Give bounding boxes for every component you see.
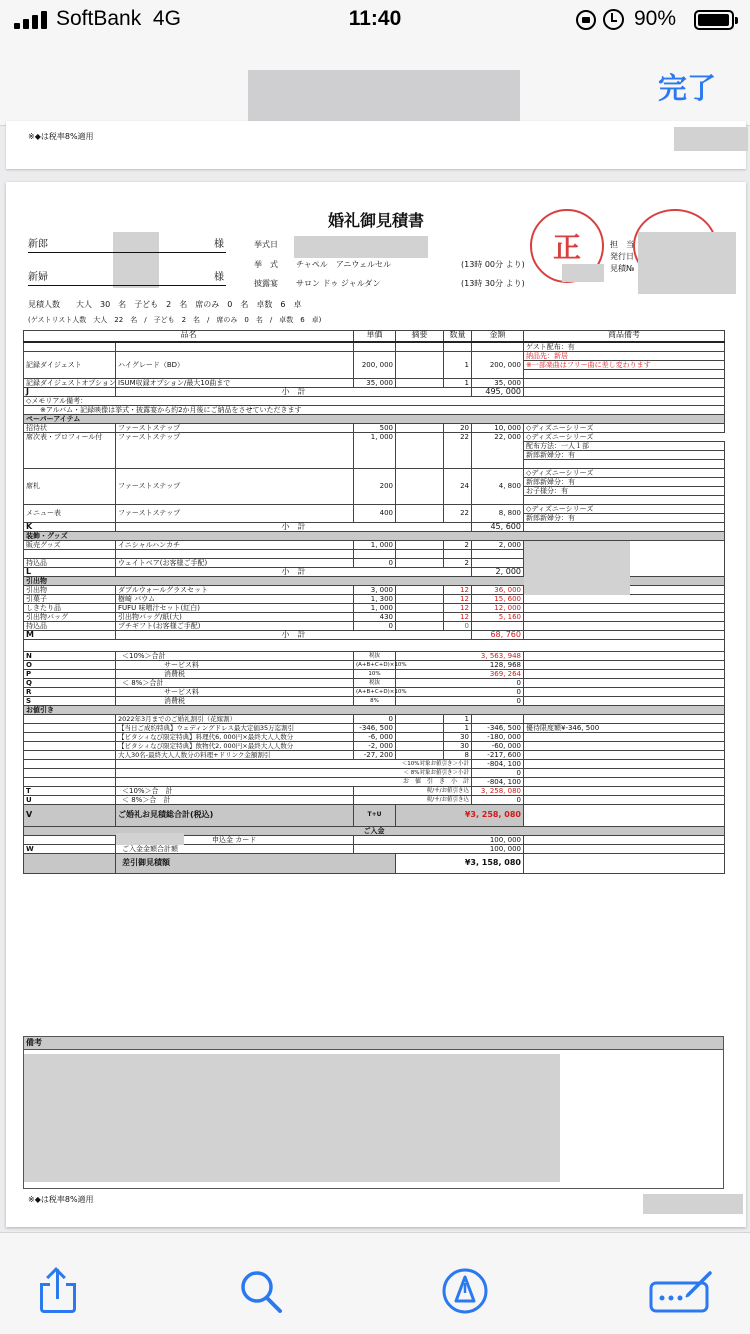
clock: 11:40 bbox=[348, 7, 402, 30]
table-row: 新郎新婦分：有 bbox=[24, 477, 725, 486]
redacted-notes bbox=[24, 1054, 560, 1182]
deposit-row: 申込金 カード 100, 000 bbox=[24, 835, 725, 844]
total-row: P 消費税 10% 369, 264 bbox=[24, 669, 725, 678]
redacted-date bbox=[294, 236, 428, 258]
groom-honorific: 様 bbox=[214, 239, 224, 250]
discount-row: ＜10%対象お値引き＞小計 -804, 100 bbox=[24, 759, 725, 768]
nav-bar bbox=[0, 40, 750, 126]
ceremony-label: 挙 式 bbox=[254, 260, 278, 269]
redacted-staff-info bbox=[638, 232, 736, 294]
battery-percent: 90% bbox=[634, 7, 677, 30]
redacted-document-title bbox=[248, 70, 520, 124]
subtotal-row: L 小 計 2, 000 bbox=[24, 567, 725, 576]
stamp-character: 正 bbox=[552, 231, 581, 264]
discount-row: ＜ 8%対象お値引き＞小計 0 bbox=[24, 768, 725, 777]
total-row: Q ＜ 8%＞合計 税抜 0 bbox=[24, 678, 725, 687]
section-header: 引出物 bbox=[24, 576, 725, 585]
table-row: ◇メモリアル備考： bbox=[24, 396, 725, 405]
previous-page-footnote: ※◆は税率8%適用 bbox=[28, 132, 94, 141]
table-row: 記録ダイジェスト ハイグレード（BD） 200, 000 1 200, 000 納品先：新居 bbox=[24, 351, 725, 360]
notes-box bbox=[23, 1049, 724, 1189]
share-icon[interactable] bbox=[30, 1267, 82, 1319]
table-header: 品名 単価 摘要 数量 金額 商品備考 bbox=[24, 331, 725, 342]
redacted-names bbox=[113, 232, 159, 288]
table-row: お子様分：有 bbox=[24, 486, 725, 495]
estimate-page bbox=[6, 182, 746, 1227]
previous-page bbox=[6, 121, 746, 169]
carrier-label: SoftBank 4G bbox=[56, 7, 181, 30]
table-row: 販売グッズ イニシャルハンカチ 1, 000 2 2, 000 bbox=[24, 540, 725, 549]
wedding-date-label: 挙式日 bbox=[254, 240, 278, 249]
table-row: 新郎新婦分：有 bbox=[24, 450, 725, 459]
subtotal-row: J 小 計 495, 000 bbox=[24, 387, 725, 396]
form-fill-icon[interactable] bbox=[648, 1267, 716, 1319]
table-row: 席札 ファーストステップ 200 24 4, 800 ◇ディズニーシリーズ bbox=[24, 468, 725, 477]
table-row: ゲスト配布：有 bbox=[24, 342, 725, 352]
redacted-stamp-name bbox=[562, 264, 604, 282]
total-row: S 消費税 8% 0 bbox=[24, 696, 725, 705]
guest-list-count: (ゲストリスト人数 大人 22 名 / 子ども 2 名 / 席のみ 0 名 / 卓数 6 卓) bbox=[28, 316, 322, 324]
total-row: U ＜ 8%＞合 計 税/サ/お値引き込 0 bbox=[24, 795, 725, 804]
headcount: 見積人数 大人 30 名 子ども 2 名 席のみ 0 名 卓数 6 卓 bbox=[28, 300, 302, 309]
section-header: 装飾・グッズ bbox=[24, 531, 725, 540]
final-amount-row: 差引御見積額 ¥3, 158, 080 bbox=[24, 853, 725, 873]
total-row: N ＜10%＞合計 税抜 3, 563, 948 bbox=[24, 651, 725, 660]
discount-row: 大人30名-最終大人人数分の料理+ドリンク金額割引 -27, 200 8 -217, 600 bbox=[24, 750, 725, 759]
table-row: 引出物バッグ 引出物バッグ/紙(大) 430 12 5, 160 bbox=[24, 612, 725, 621]
table-row: ※アルバム・記録映像は挙式・披露宴から約2か月後にご納品をさせていただきます bbox=[24, 405, 725, 414]
estimate-table bbox=[23, 330, 725, 874]
staff-label: 担 当 bbox=[610, 240, 634, 249]
search-icon[interactable] bbox=[236, 1267, 288, 1319]
table-row: 持込品 プチギフト(お客様ご手配) 0 0 bbox=[24, 621, 725, 630]
bottom-toolbar bbox=[0, 1232, 750, 1334]
grand-total-row: V ご婚礼お見積総合計(税込) T+U ¥3, 258, 080 bbox=[24, 804, 725, 826]
total-row: R サービス料 (A+B+C+D)×10% 0 bbox=[24, 687, 725, 696]
reception-venue: サロン ドゥ ジャルダン bbox=[296, 279, 381, 288]
document-viewer[interactable] bbox=[0, 127, 750, 1232]
total-row: O サービス料 (A+B+C+D)×10% 128, 968 bbox=[24, 660, 725, 669]
bride-honorific: 様 bbox=[214, 272, 224, 283]
issue-date-label: 発行日 bbox=[610, 252, 634, 261]
spacer-row bbox=[24, 639, 725, 651]
document-title: 婚礼御見積書 bbox=[327, 211, 424, 230]
ceremony-time: (13時 00分 より) bbox=[461, 260, 525, 269]
discount-row: 2022年3月までのご婚礼割引（花嫁割） 0 1 bbox=[24, 714, 725, 723]
bride-label: 新婦 bbox=[28, 272, 48, 283]
orientation-lock-icon bbox=[576, 10, 596, 30]
discount-row: お 値 引 き 小 計 -804, 100 bbox=[24, 777, 725, 786]
table-row: 配布方法：一人１部 bbox=[24, 441, 725, 450]
discount-row: 【ビタシィなび限定特典】飲物代2, 000円×最終大人人数分 -2, 000 30 -60, 000 bbox=[24, 741, 725, 750]
markup-icon[interactable] bbox=[440, 1267, 492, 1319]
table-row: 招待状 ファーストステップ 500 20 10, 000 ◇ディズニーシリーズ bbox=[24, 423, 725, 432]
battery-icon bbox=[694, 10, 734, 30]
table-row: 新郎新婦分：有 bbox=[24, 513, 725, 522]
subtotal-row: K 小 計 45, 600 bbox=[24, 522, 725, 531]
redacted-block bbox=[674, 127, 748, 151]
table-row: 記録ダイジェストオプション ISUM収録オプション/最大10曲まで 35, 000 1 35, 000 bbox=[24, 378, 725, 387]
table-row: メニュー表 ファーストステップ 400 22 8, 800 ◇ディズニーシリーズ bbox=[24, 504, 725, 513]
deposit-row: W ご入金金額合計額 100, 000 bbox=[24, 844, 725, 853]
status-bar bbox=[0, 0, 750, 40]
table-row: 引出物 ダブルウォールグラスセット 3, 000 12 36, 000 bbox=[24, 585, 725, 594]
done-button[interactable]: 完了 bbox=[657, 73, 716, 105]
estimate-number-label: 見積№ bbox=[610, 264, 635, 273]
reception-label: 披露宴 bbox=[254, 279, 278, 288]
redacted-footer bbox=[643, 1194, 743, 1214]
footnote: ※◆は税率8%適用 bbox=[28, 1195, 94, 1204]
table-row: 席次表・プロフィール付 ファーストステップ 1, 000 22 22, 000 ◇ディズニーシリーズ bbox=[24, 432, 725, 441]
section-header: お値引き bbox=[24, 705, 725, 714]
groom-label: 新郎 bbox=[28, 239, 48, 250]
subtotal-row: M 小 計 68, 760 bbox=[24, 630, 725, 639]
ceremony-venue: チャペル アニウェルセル bbox=[296, 260, 392, 269]
alarm-icon bbox=[603, 9, 624, 30]
table-row: ※一部楽曲はフリー曲に差し変わります bbox=[24, 360, 725, 369]
deposit-header: ご入金 bbox=[24, 826, 725, 835]
table-row: 持込品 ウェイトベア(お客様ご手配) 0 2 bbox=[24, 558, 725, 567]
table-row: 引菓子 樹崎 バウム 1, 300 12 15, 600 bbox=[24, 594, 725, 603]
reception-time: (13時 30分 より) bbox=[461, 279, 525, 288]
section-header: ペーパーアイテム bbox=[24, 414, 725, 423]
discount-row: 【当日ご成約特典】ウェディングドレス最大定価35万迄割引 -346, 500 1 -346, 500 優待限度額¥-346, 500 bbox=[24, 723, 725, 732]
discount-row: 【ビタシィなび限定特典】料理代6, 000円×最終大人人数分 -6, 000 30 -180, 000 bbox=[24, 732, 725, 741]
table-row: しきたり品 FUFU 味噌汁セット(紅白) 1, 000 12 12, 000 bbox=[24, 603, 725, 612]
total-row: T ＜10%＞合 計 税/サ/お値引き込 3, 258, 080 bbox=[24, 786, 725, 795]
notes-header: 備考 bbox=[23, 1036, 724, 1050]
